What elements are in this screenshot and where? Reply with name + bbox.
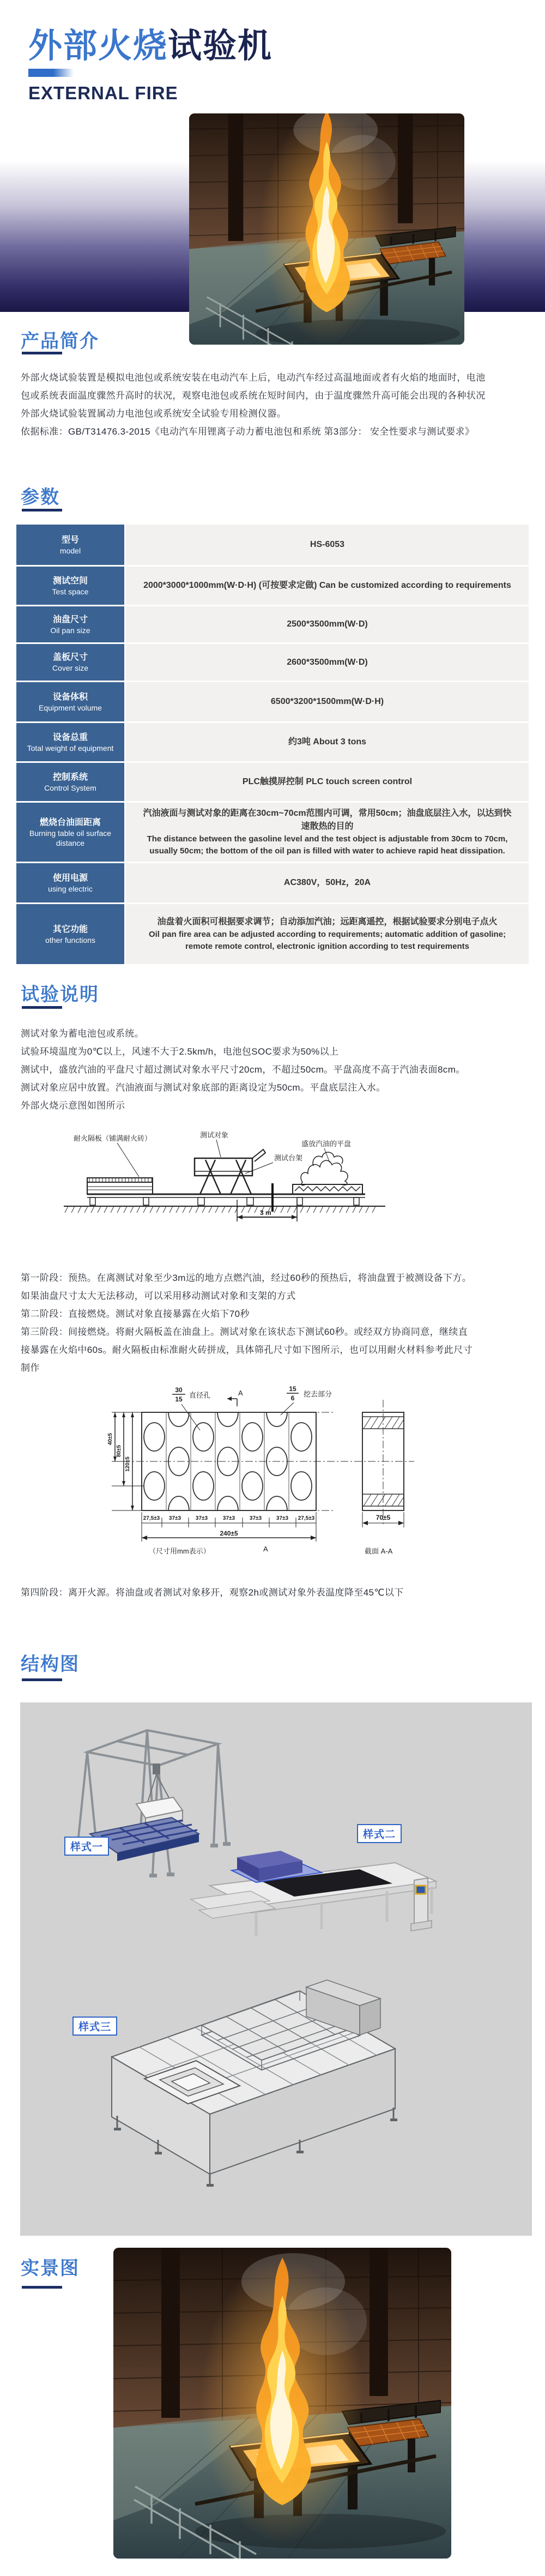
page-title [28, 19, 272, 67]
test-underline [22, 1006, 62, 1009]
fire-test-schematic-diagram [57, 1130, 392, 1225]
param-value-text: 约3吨 About 3 tons [288, 737, 367, 747]
page-title-highlight: 外部火烧 [28, 27, 168, 65]
intro-line: 依据标准：GB/T31476.3-2015《电动汽车用锂离子动力蓄电池包和系统 第3部分： 安全性要求与测试要求》 [21, 426, 475, 437]
banner-fire-photo [189, 113, 464, 345]
param-label [16, 904, 124, 964]
title-accent-bar [28, 69, 74, 77]
test-paragraph-2 [21, 1269, 526, 1377]
plate-bottom-dim: 37±3 [249, 1515, 262, 1521]
photo-underline [22, 2286, 62, 2289]
schematic-pan-label: 盛放汽油的平盘 [301, 1140, 352, 1148]
param-label [16, 567, 124, 605]
plate-bottom-dim: 37±3 [276, 1515, 289, 1521]
param-value-text: PLC触摸屏控制 PLC touch screen control [242, 777, 413, 786]
param-value-text-en: Oil pan fire area can be adjusted according to requirements; automatic addition of gasoline; remote remote control, electronic ignition according to test requirements [148, 930, 506, 951]
param-value-text-en: The distance between the gasoline level and the test object is adjustable from 30cm to 70cm, usually 50cm; the bottom of the oil pan is filled with water to achieve rapid heat dissipation. [147, 834, 508, 856]
schematic-stand-label: 测试台架 [274, 1154, 303, 1162]
structure-underline [22, 1678, 62, 1681]
test-line: 测试对象应居中放置。汽油液面与测试对象底部的距离设定为50cm。平盘底层注入水。 [21, 1082, 386, 1093]
plate-cut-dim-top: 15 [289, 1385, 296, 1393]
parameters-table [16, 525, 529, 964]
param-label [16, 763, 124, 801]
param-value-text: 2000*3000*1000mm(W·D·H) (可按要求定做) Can be customized according to requirements [143, 581, 511, 590]
plate-cut-dim-bottom: 6 [290, 1394, 295, 1402]
plate-bottom-dim: 27,5±3 [298, 1515, 315, 1521]
test-line: 制作 [21, 1363, 40, 1373]
param-value [126, 682, 529, 721]
test-line: 测试中，盛放汽油的平盘尺寸超过测试对象水平尺寸20cm，不超过50cm。平盘高度不高于汽油表面8cm。 [21, 1064, 465, 1075]
param-label-cn: 设备体积 [52, 692, 88, 702]
structure-style2-image [180, 1847, 452, 1946]
plate-hole-dim-bottom: 15 [175, 1395, 183, 1403]
plate-bottom-dim: 37±3 [168, 1515, 181, 1521]
structure-style2-tag [357, 1824, 402, 1843]
param-label-en: Cover size [52, 664, 89, 672]
param-label-cn: 设备总重 [52, 732, 88, 742]
param-label-cn: 使用电源 [52, 873, 88, 883]
test-line: 试验环境温度为0℃以上，风速不大于2.5km/h，电池包SOC要求为50%以上 [21, 1046, 339, 1057]
params-underline [22, 509, 62, 511]
param-label [16, 803, 124, 862]
param-value [126, 644, 529, 681]
test-heading: 试验说明 [21, 984, 99, 1005]
table-row-total-weight [16, 723, 529, 761]
intro-line: 包或系统表面温度骤然升高时的状况，观察电池包或系统在短时间内，由于温度骤然升高可能会出现的各种状况 [21, 390, 486, 401]
param-label [16, 723, 124, 761]
params-heading: 参数 [21, 487, 60, 508]
test-line: 外部火烧示意图如图所示 [21, 1100, 125, 1111]
param-value-text-cn: 油盘着火面积可根据要求调节；自动添加汽油；远距离遥控，根据试验要求分别电子点火 [157, 917, 498, 926]
structure-style3-image [71, 1970, 436, 2188]
plate-section-label: 截面 A-A [365, 1547, 393, 1555]
plate-section-width-dim: 70±5 [376, 1514, 391, 1521]
plate-hole-dim-top: 30 [175, 1386, 183, 1394]
structure-style2-label: 样式二 [363, 1829, 396, 1840]
param-label [16, 682, 124, 721]
table-row-cover-size [16, 644, 529, 681]
plate-total-dim: 240±5 [220, 1530, 238, 1537]
test-line: 第二阶段：直接燃烧。测试对象直接暴露在火焰下70秒 [21, 1309, 250, 1319]
structure-diagrams-panel [20, 1702, 532, 2236]
table-row-test-space [16, 567, 529, 605]
structure-style1-label: 样式一 [70, 1841, 104, 1853]
intro-line: 外部火烧试验装置是模拟电池包或系统安装在电动汽车上后，电动汽车经过高温地面或者有火焰的地面时，电池 [21, 372, 486, 383]
structure-style1-tag [64, 1837, 109, 1856]
param-value [126, 723, 529, 761]
param-label [16, 525, 124, 565]
schematic-distance-dim: 3 m [260, 1209, 271, 1217]
param-label-en: other functions [45, 935, 95, 944]
plate-cut-label: 挖去部分 [304, 1390, 332, 1398]
param-label [16, 644, 124, 681]
param-value-text-cn: 汽油液面与测试对象的距离在30cm~70cm范围内可调，常用50cm；油盘底层注入水，以达到快速散热的目的 [143, 809, 512, 831]
page-title-rest: 试验机 [168, 27, 273, 65]
plate-unit-note: （尺寸用mm表示） [149, 1547, 210, 1555]
param-value-text: AC380V，50Hz，20A [283, 878, 371, 887]
param-value [126, 863, 529, 902]
param-label-en: model [59, 546, 81, 555]
param-value-text: 2600*3500mm(W·D) [287, 657, 368, 667]
plate-section-mark-top: A [238, 1389, 243, 1397]
intro-underline [22, 352, 62, 354]
param-value [126, 763, 529, 801]
structure-style3-label: 样式三 [78, 2021, 112, 2033]
param-label [16, 606, 124, 642]
param-value-text: 6500*3200*1500mm(W·D·H) [270, 697, 384, 706]
param-value [126, 803, 529, 862]
param-value [126, 567, 529, 605]
structure-heading: 结构图 [21, 1654, 80, 1675]
page-subtitle-en: EXTERNAL FIRE [28, 83, 178, 103]
param-label-cn: 其它功能 [52, 924, 88, 934]
schematic-object-label: 测试对象 [200, 1131, 229, 1139]
plate-bottom-dim: 37±3 [195, 1515, 208, 1521]
plate-bottom-dim: 27,5±3 [143, 1515, 160, 1521]
intro-paragraph [21, 369, 526, 441]
table-row-burning-distance [16, 803, 529, 862]
param-label-cn: 测试空间 [52, 576, 88, 586]
param-label-cn: 型号 [61, 535, 79, 545]
param-value [126, 606, 529, 642]
param-label-en: Burning table oil surface distance [29, 828, 112, 847]
test-line: 如果油盘尺寸太大无法移动，可以采用移动测试对象和支架的方式 [21, 1291, 296, 1301]
firebrick-plate-drawing [101, 1382, 422, 1562]
param-value [126, 525, 529, 565]
plate-left-dim-40: 40±5 [107, 1433, 113, 1446]
param-label-en: using electric [48, 884, 93, 893]
param-label [16, 863, 124, 902]
table-row-model [16, 525, 529, 565]
plate-left-dim-80: 80±5 [116, 1445, 122, 1458]
table-row-equipment-volume [16, 682, 529, 721]
param-label-en: Total weight of equipment [27, 743, 114, 753]
table-row-other-functions [16, 904, 529, 964]
param-value-text: HS-6053 [310, 540, 345, 549]
test-paragraph-1 [21, 1025, 526, 1115]
intro-line: 外部火烧试验装置属动力电池包或系统安全试验专用检测仪器。 [21, 408, 287, 419]
plate-section-mark-bottom: A [263, 1545, 268, 1553]
test-line: 测试对象为蓄电池包或系统。 [21, 1028, 144, 1039]
test-line: 第四阶段：离开火源。将油盘或者测试对象移开，观察2h或测试对象外表温度降至45℃以下 [21, 1587, 404, 1598]
plate-bottom-dim: 37±3 [222, 1515, 235, 1521]
param-label-cn: 控制系统 [52, 772, 88, 782]
param-label-cn: 盖板尺寸 [52, 653, 88, 662]
test-paragraph-3 [21, 1584, 526, 1602]
table-row-oil-pan-size [16, 606, 529, 642]
param-label-en: Equipment volume [39, 703, 102, 712]
test-line: 接暴露在火焰中60s。耐火隔板由标准耐火砖拼成，具体筛孔尺寸如下图所示，也可以用耐火材料参考此尺寸 [21, 1345, 473, 1355]
photo-heading: 实景图 [21, 2258, 80, 2279]
real-scene-photo [113, 2248, 451, 2559]
table-row-power [16, 863, 529, 902]
param-label-en: Oil pan size [50, 625, 90, 635]
param-label-en: Test space [52, 587, 89, 596]
param-value [126, 904, 529, 964]
test-line: 第一阶段：预热。在离测试对象至少3m远的地方点燃汽油，经过60秒的预热后，将油盘置于被测设备下方。 [21, 1273, 472, 1283]
intro-heading: 产品简介 [21, 331, 99, 352]
param-label-en: Control System [44, 783, 96, 792]
param-label-cn: 油盘尺寸 [52, 615, 88, 624]
param-value-text: 2500*3500mm(W·D) [287, 619, 368, 629]
plate-hole-label: 直径孔 [189, 1391, 211, 1399]
param-label-cn: 燃烧台油面距离 [39, 817, 101, 827]
table-row-control-system [16, 763, 529, 801]
plate-left-dim-120: 120±5 [125, 1456, 131, 1472]
test-line: 第三阶段：间接燃烧。将耐火隔板盖在油盘上。测试对象在该状态下测试60秒。或经双方协商同意，继续直 [21, 1327, 468, 1337]
schematic-partition-label: 耐火隔板（铺满耐火砖） [74, 1134, 152, 1142]
